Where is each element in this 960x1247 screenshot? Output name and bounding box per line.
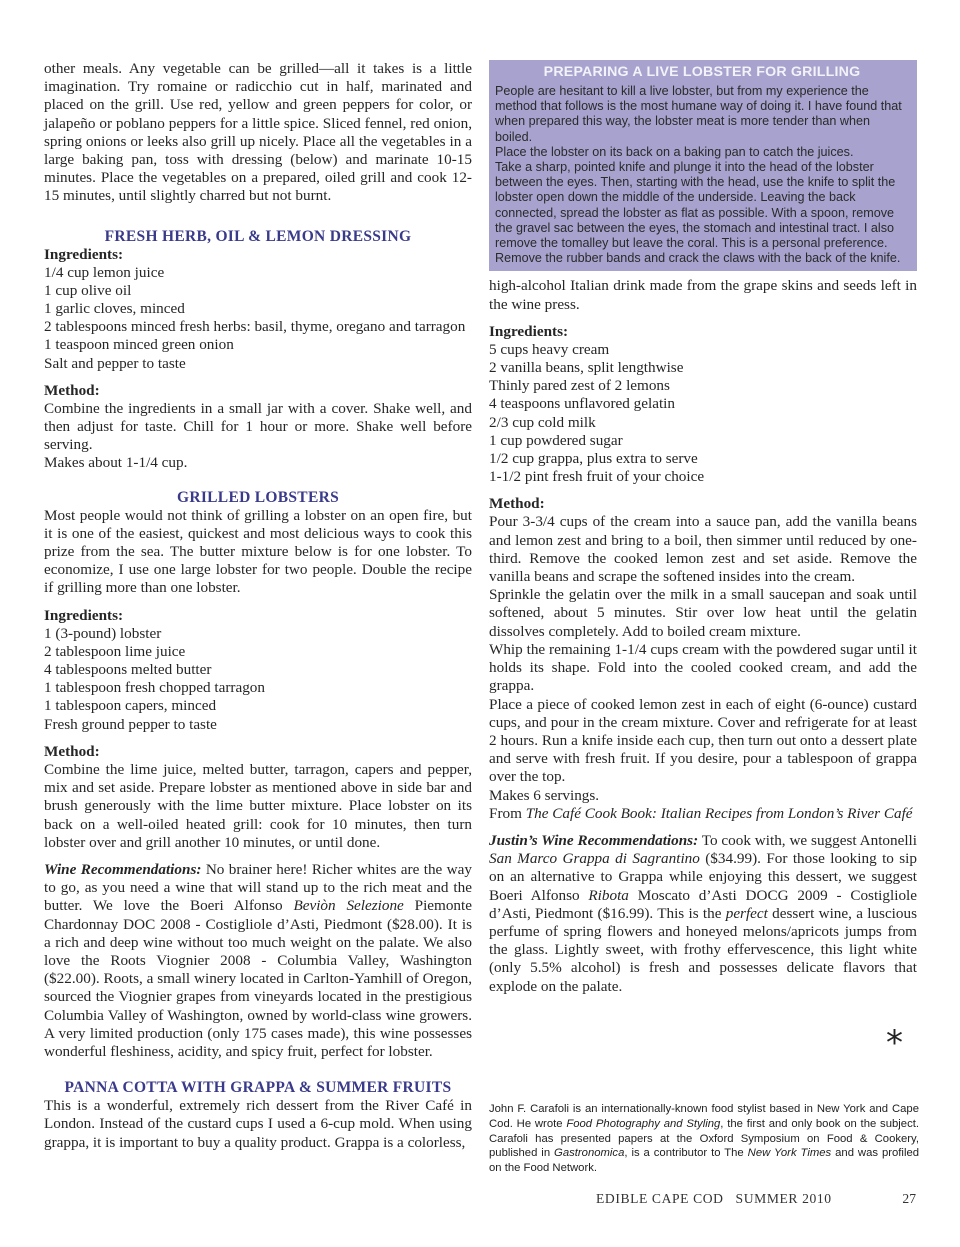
wine-text: dessert wine, a luscious perfume of spring flowers and honeyed melons/apricots jumps from the glass. Lightly sweet, with frothy effervescence, this light white (only 5.5% alcohol) is fresh and possesses delicate flavors that explode on the palate. bbox=[489, 904, 917, 995]
list-item: 4 tablespoons melted butter bbox=[44, 661, 212, 679]
wine-text: ($34.99). For those looking to sip on an alternative to Grappa while enjoying this dessert, we suggest Boeri Alfonso bbox=[489, 850, 918, 904]
sidebar-title: PREPARING A LIVE LOBSTER FOR GRILLING bbox=[543, 64, 861, 80]
book-title: Food Photography and Styling bbox=[566, 1117, 721, 1130]
list-item: 1/2 cup grappa, plus extra to serve bbox=[489, 450, 698, 468]
list-item: 2 tablespoons minced fresh herbs: basil, thyme, oregano and tarragon bbox=[44, 318, 466, 336]
wine-text: To cook with, we suggest Antonelli bbox=[698, 831, 917, 849]
list-item: 1 tablespoon capers, minced bbox=[44, 697, 217, 715]
source-book-title: The Café Cook Book: Italian Recipes from London’s River Café bbox=[525, 804, 913, 822]
left-column bbox=[44, 60, 472, 1152]
lobsters-title: GRILLED LOBSTERS bbox=[176, 488, 339, 506]
list-item: 1/4 cup lemon juice bbox=[44, 263, 165, 281]
wine-label: Justin’s Wine Recommendations: bbox=[489, 831, 699, 849]
wine-recommendations bbox=[44, 861, 472, 1061]
panna-ingredients-label: Ingredients: bbox=[489, 322, 569, 340]
list-item: Thinly pared zest of 2 lemons bbox=[489, 377, 670, 395]
dressing-ingredients-list bbox=[44, 264, 472, 373]
wine-label: Wine Recommendations: bbox=[44, 860, 202, 878]
sidebar-paragraph: Take a sharp, pointed knife and plunge it into the head of the lobster between the eyes. Then, starting with the head, use the knife to split the lobster open down the middle of the underside. Leaving the back connected, spread the lobster as flat as possible. With a spoon, remove the gravel sac between the eyes, the stomach and intestinal tract. I also remove the tomalley but leave the coral. This is a personal preference. bbox=[495, 160, 896, 251]
panna-title: PANNA COTTA WITH GRAPPA & SUMMER FRUITS bbox=[64, 1079, 452, 1097]
panna-intro: This is a wonderful, extremely rich dessert from the River Café in London. Instead of the custard cups I used a 6-cup mold. When using grappa, it is important to buy a quality product. Grappa is a colorless, bbox=[44, 1097, 472, 1151]
list-item: Salt and pepper to taste bbox=[44, 354, 186, 372]
lobster-sidebar-box bbox=[489, 60, 917, 271]
panna-continuation: high-alcohol Italian drink made from the grape skins and seeds left in the wine press. bbox=[489, 277, 917, 313]
panna-method-label: Method: bbox=[489, 495, 545, 513]
list-item: 1 tablespoon fresh chopped tarragon bbox=[44, 679, 265, 697]
panna-ingredients-list bbox=[489, 341, 917, 487]
end-mark-asterisk-icon: * bbox=[886, 1023, 903, 1063]
wine-text: Moscato d’Asti DOCG 2009 - Costigliole d’Asti, Piedmont ($16.99). This is the bbox=[489, 886, 917, 922]
method-step: Place a piece of cooked lemon zest in each of eight (6-ounce) custard cups, and pour in the cream mixture. Cover and refrigerate for at least 2 hours. Run a knife inside each cup, then turn out onto a dessert plate and serve with fresh fruit. If you desire, pour a tablespoon of grappa over the top. bbox=[489, 695, 917, 786]
method-step: Sprinkle the gelatin over the milk in a small saucepan and soak until softened, about 5 minutes. Stir over low heat until the gelatin dissolves completely. Add to boiled cream mixture. bbox=[489, 586, 917, 640]
list-item: 2 tablespoon lime juice bbox=[44, 642, 186, 660]
wine-text: No brainer here! Richer whites are the way to go, as you need a wine that will stand up to the rich meat and the butter. We love the Boeri Alfonso bbox=[44, 860, 472, 915]
list-item: 1-1/2 pint fresh fruit of your choice bbox=[489, 468, 705, 486]
dressing-yield: Makes about 1-1/4 cup. bbox=[44, 454, 188, 472]
recipe-source bbox=[489, 805, 917, 823]
lobsters-ingredients-list bbox=[44, 625, 472, 734]
lobsters-intro: Most people would not think of grilling a lobster on an open fire, but it is one of the easiest, quickest and most delicious ways to cook this prize from the sea. The butter mixture below is for one lobster. To economize, I use one large lobster for two people. Double the recipe if grilling more than one lobster. bbox=[44, 506, 472, 597]
list-item: 2 vanilla beans, split lengthwise bbox=[489, 359, 684, 377]
right-column bbox=[489, 60, 917, 996]
source-prefix: From bbox=[489, 804, 526, 822]
wine-name: Ribota bbox=[588, 886, 629, 904]
list-item: 2/3 cup cold milk bbox=[489, 413, 596, 431]
panna-yield: Makes 6 servings. bbox=[489, 786, 600, 804]
publication-title: Gastronomica bbox=[554, 1147, 625, 1160]
list-item: 4 teaspoons unflavored gelatin bbox=[489, 395, 675, 413]
list-item: 5 cups heavy cream bbox=[489, 340, 610, 358]
dressing-ingredients-label: Ingredients: bbox=[44, 245, 124, 263]
lobsters-method-text: Combine the lime juice, melted butter, tarragon, capers and pepper, mix and set aside. Prepare lobster as mentioned above in side bar and brush generously with the lime butter mixture. Place lobster on its back on a well-oiled heated grill: cook for 10 minutes, then turn lobster over and grill another 10 minutes, or until done. bbox=[44, 760, 472, 851]
list-item: 1 cup olive oil bbox=[44, 281, 132, 299]
justins-wine-recommendations bbox=[489, 832, 917, 996]
bio-text: and was profiled on the Food Network. bbox=[489, 1147, 920, 1175]
dressing-method-text: Combine the ingredients in a small jar with a cover. Shake well, and then adjust for taste. Chill for 1 hour or more. Shake well before serving. bbox=[44, 399, 472, 454]
page-footer bbox=[596, 1191, 916, 1207]
sidebar-paragraph: Place the lobster on its back on a baking pan to catch the juices. bbox=[495, 144, 854, 159]
list-item: 1 teaspoon minced green onion bbox=[44, 336, 234, 354]
bio-text: , is a contributor to The bbox=[624, 1147, 748, 1160]
method-step: Pour 3-3/4 cups of the cream into a sauce pan, add the vanilla beans and lemon zest and bring to a boil, then simmer until reduced by one-third. Remove the cooked lemon zest and set aside. Remove the vanilla beans and scrape the softened insides into the cream. bbox=[489, 513, 917, 586]
page-number: 27 bbox=[902, 1191, 916, 1206]
list-item: 1 garlic cloves, minced bbox=[44, 300, 185, 318]
lobsters-ingredients-label: Ingredients: bbox=[44, 606, 124, 624]
method-step: Whip the remaining 1-1/4 cups cream with the powdered sugar until it holds its shape. Fold into the cooled cooked cream, and add the grappa. bbox=[489, 640, 917, 695]
emphasis: perfect bbox=[725, 904, 768, 922]
list-item: 1 (3-pound) lobster bbox=[44, 624, 162, 642]
list-item: 1 cup powdered sugar bbox=[489, 431, 623, 449]
sidebar-paragraph: People are hesitant to kill a live lobster, but from my experience the method that follows is the most humane way of doing it. I have found that when prepared this way, the lobster meat is more tender than when boiled. bbox=[495, 84, 902, 144]
dressing-title: FRESH HERB, OIL & LEMON DRESSING bbox=[104, 227, 412, 245]
wine-name: San Marco Grappa di Sagrantino bbox=[489, 850, 700, 868]
sidebar-paragraph: Remove the rubber bands and crack the claws with the back of the knife. bbox=[495, 251, 901, 266]
publication-title: New York Times bbox=[747, 1147, 832, 1160]
dressing-method-label: Method: bbox=[44, 381, 100, 399]
bio-text: , the first and only book on the subject. Carafoli has presented papers at the Oxford Symposium on Food & Cookery, published in bbox=[489, 1117, 919, 1160]
wine-name: Beviòn Selezione bbox=[293, 897, 404, 915]
intro-paragraph: other meals. Any vegetable can be grilled—all it takes is a little imagination. Try romaine or radicchio cut in half, marinated and placed on the grill. Use red, yellow and green peppers for color, or jalapeño or poblano peppers for a little spice. Sliced fennel, red onion, spring onions or leeks also grill up nicely. Place all the vegetables in a large baking pan, toss with dressing (below) and marinate 10-15 minutes. Place the vegetables on a prepared, oiled grill and cook 12-15 minutes, until slightly charred but not burnt. bbox=[44, 60, 472, 205]
wine-text: Piemonte Chardonnay DOC 2008 - Costigliole d’Asti, Piedmont ($28.00). It is a rich and deep wine without too much weight on the palate. We also love the Roots Viognier 2008 - Columbia Valley, Washington ($22.00). Roots, a small winery located in Carlton-Yamhill of Oregon, sourced the Viognier grapes from vineyards located in the prestigious Columbia Valley of Washington, owned by world-class wine growers. A very limited production (only 175 cases made), this wine possesses wonderful fleshiness, acidity, and spicy fruit, perfect for lobster. bbox=[44, 897, 472, 1060]
lobsters-method-label: Method: bbox=[44, 742, 100, 760]
list-item: Fresh ground pepper to taste bbox=[44, 715, 217, 733]
footer-publication: EDIBLE CAPE COD SUMMER 2010 bbox=[596, 1191, 832, 1206]
bio-text: John F. Carafoli is an internationally-known food stylist based in New York and Cape Cod. He wrote bbox=[489, 1103, 919, 1130]
author-bio bbox=[489, 1102, 919, 1176]
